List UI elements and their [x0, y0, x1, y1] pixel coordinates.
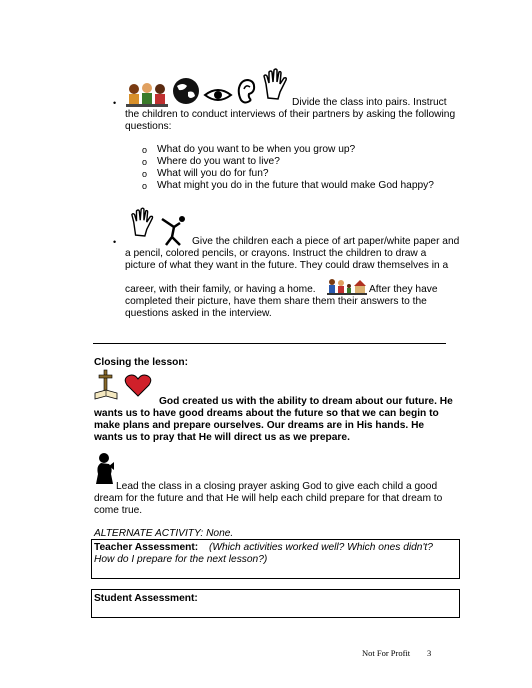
section-divider — [93, 343, 446, 344]
prayer-line-3: come true. — [94, 505, 143, 516]
closing-heading: Closing the lesson: — [94, 357, 188, 368]
page-number: 3 — [427, 648, 432, 658]
closing-line-2: wants us to have good dreams about the future so that we can begin to — [94, 408, 439, 419]
cross-book-icon — [94, 369, 118, 401]
question-text: What do you want to be when you grow up? — [157, 144, 356, 155]
praying-child-icon — [93, 452, 117, 486]
hand-icon — [262, 68, 290, 102]
ear-icon — [235, 78, 257, 106]
hand-icon — [130, 207, 156, 239]
teacher-assessment-label: Teacher Assessment: — [94, 542, 199, 553]
activity-2-line4b: After they have — [369, 284, 438, 295]
activity-1-line2: the children to conduct interviews of their partners by asking the following — [125, 109, 456, 120]
alternate-activity: ALTERNATE ACTIVITY: None. — [94, 528, 234, 539]
activity-2-line5: completed their picture, have them share them their answers to the — [125, 296, 427, 307]
prayer-line-1: Lead the class in a closing prayer asking God to give each child a good — [116, 481, 438, 492]
activity-2-line3: picture of what they want in the future. They could draw themselves in a — [125, 260, 449, 271]
teacher-assessment-prompt-1: (Which activities worked well? Which ones didn't? — [209, 542, 433, 553]
children-group-icon — [125, 80, 169, 108]
heart-icon — [124, 374, 152, 398]
bullet: • — [113, 98, 117, 108]
footer-text: Not For Profit — [362, 648, 411, 658]
bullet: • — [113, 237, 117, 247]
question-text: What will you do for fun? — [157, 168, 269, 179]
stretching-figure-icon — [158, 215, 192, 247]
prayer-line-2: dream for the future and that He will help each child prepare for that dream to — [94, 493, 443, 504]
student-assessment-box[interactable] — [91, 589, 460, 618]
teacher-assessment-box[interactable] — [91, 539, 460, 579]
family-house-icon — [326, 276, 368, 296]
student-assessment-label: Student Assessment: — [94, 593, 198, 604]
closing-line-4: wants us to pray that He will direct us as we prepare. — [94, 432, 350, 443]
globe-icon — [171, 76, 201, 106]
question-text: What might you do in the future that would make God happy? — [157, 180, 434, 191]
question-text: Where do you want to live? — [157, 156, 280, 167]
closing-line-3: make plans and prepare ourselves. Our dreams are in His hands. He — [94, 420, 425, 431]
activity-1-intro: Divide the class into pairs. Instruct — [292, 97, 447, 108]
closing-line-1: God created us with the ability to dream about our future. He — [159, 396, 453, 407]
activity-2-line6: questions asked in the interview. — [125, 308, 272, 319]
activity-1-line3: questions: — [125, 121, 172, 132]
eye-icon — [203, 87, 233, 103]
activity-2-line1: Give the children each a piece of art paper/white paper and — [192, 236, 460, 247]
activity-2-line2: a pencil, colored pencils, or crayons. Instruct the children to draw a — [125, 248, 427, 259]
teacher-assessment-prompt-2: How do I prepare for the next lesson?) — [94, 554, 268, 565]
activity-2-line4a: career, with their family, or having a home. — [125, 284, 316, 295]
